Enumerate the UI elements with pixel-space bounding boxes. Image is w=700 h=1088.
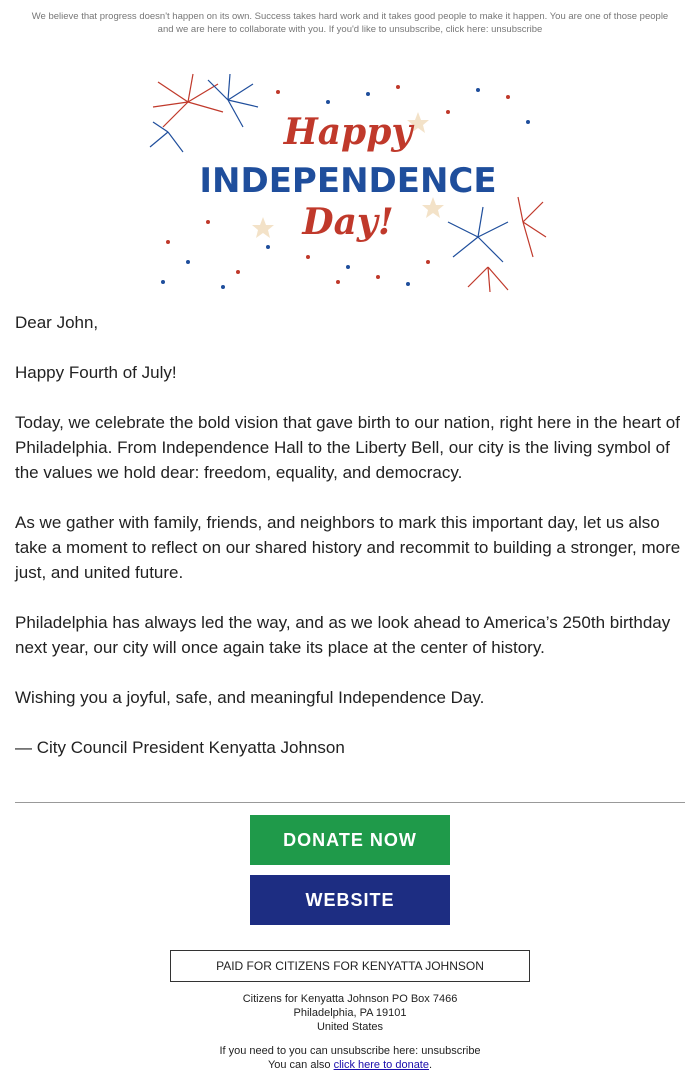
signature: — City Council President Kenyatta Johnson bbox=[15, 738, 345, 757]
divider bbox=[15, 802, 685, 803]
banner-independence-text: INDEPENDENCE bbox=[199, 161, 497, 201]
preheader-text: We believe that progress doesn't happen on its own. Success takes hard work and it takes good people to make it happen. You are one of those people and we are here to collaborate with you. If you'd like to unsubscribe, click here: unsubscribe bbox=[31, 11, 669, 35]
address-line-2: Philadelphia, PA 19101 bbox=[293, 1007, 407, 1019]
independence-day-banner bbox=[148, 72, 548, 294]
paragraph-1: Today, we celebrate the bold vision that gave birth to our nation, right here in the heart of Philadelphia. From Independence Hall to the Liberty Bell, our city is the living symbol of the values we hold dear: freedom, equality, and democracy. bbox=[15, 413, 680, 482]
paid-for-disclaimer: PAID FOR CITIZENS FOR KENYATTA JOHNSON bbox=[170, 950, 530, 982]
banner-day-text: Day! bbox=[302, 201, 394, 243]
letter-body bbox=[15, 310, 685, 785]
paragraph-3: Philadelphia has always led the way, and as we look ahead to America’s 250th birthday next year, our city will once again take its place at the center of history. bbox=[15, 613, 671, 657]
paragraph-2: As we gather with family, friends, and neighbors to mark this important day, let us also take a moment to reflect on our shared history and recommit to building a stronger, more just, and united future. bbox=[15, 513, 681, 582]
donate-line bbox=[100, 1058, 600, 1072]
donate-now-button[interactable]: DONATE NOW bbox=[250, 815, 450, 865]
mailing-address bbox=[150, 992, 550, 1034]
banner-happy-text: Happy bbox=[283, 111, 413, 153]
donate-prefix: You can also bbox=[267, 1059, 334, 1071]
greeting: Dear John, bbox=[15, 313, 99, 332]
closing-line: Wishing you a joyful, safe, and meaningful Independence Day. bbox=[15, 688, 485, 707]
opening-line: Happy Fourth of July! bbox=[15, 363, 177, 382]
donate-link[interactable]: click here to donate bbox=[333, 1059, 429, 1071]
donate-suffix: . bbox=[428, 1059, 433, 1071]
address-line-1: Citizens for Kenyatta Johnson PO Box 7466 bbox=[242, 993, 458, 1005]
footer-links bbox=[100, 1044, 600, 1072]
website-button[interactable]: WEBSITE bbox=[250, 875, 450, 925]
address-line-3: United States bbox=[316, 1021, 384, 1033]
firework-icon bbox=[153, 74, 223, 127]
unsubscribe-text: If you need to you can unsubscribe here: unsubscribe bbox=[219, 1045, 481, 1057]
